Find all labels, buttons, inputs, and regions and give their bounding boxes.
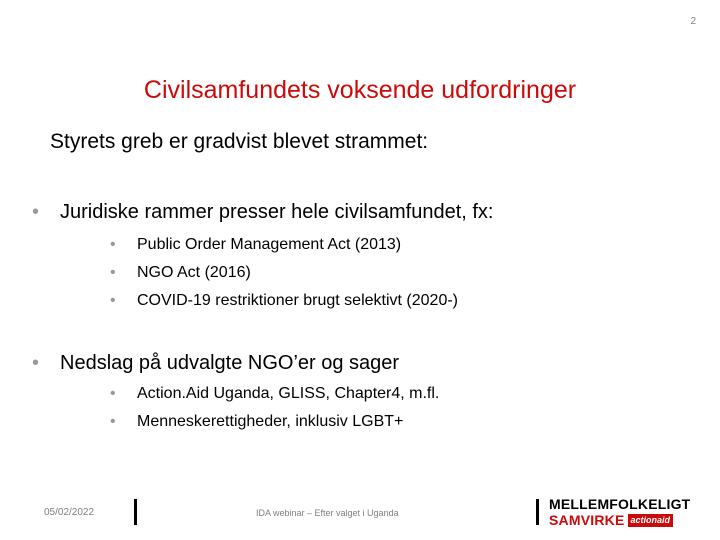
sub-bullet-text: Public Order Management Act (2013) — [137, 236, 402, 253]
bullet-icon: • — [110, 292, 116, 309]
sub-bullet-text: NGO Act (2016) — [137, 264, 251, 281]
logo-divider — [536, 499, 539, 525]
bullet-icon: • — [110, 385, 116, 402]
footer-center-text: IDA webinar – Efter valget i Uganda — [256, 508, 399, 518]
footer-divider — [134, 499, 137, 525]
bullet-icon: • — [32, 201, 40, 223]
bullet-text: Nedslag på udvalgte NGO’er og sager — [60, 352, 400, 374]
bullet-icon: • — [110, 264, 116, 281]
bullet-text: Juridiske rammer presser hele civilsamfundet, fx: — [60, 201, 494, 223]
footer-date: 05/02/2022 — [44, 507, 95, 518]
sub-bullet-public-order — [110, 236, 401, 254]
sub-bullet-covid — [110, 292, 458, 310]
sub-bullet-text: Action.Aid Uganda, GLISS, Chapter4, m.fl. — [137, 385, 440, 402]
slide-title: Civilsamfundets voksende udfordringer — [143, 76, 577, 104]
bullet-juridiske-rammer — [32, 201, 493, 224]
bullet-icon: • — [32, 352, 40, 374]
bullet-icon: • — [110, 236, 116, 253]
bullet-icon: • — [110, 413, 116, 430]
logo-badge: actionaid — [628, 514, 674, 527]
page-number: 2 — [690, 16, 696, 27]
logo-line-1: MELLEMFOLKELIGT — [549, 496, 691, 512]
sub-bullet-text: COVID-19 restriktioner brugt selektivt (2020-) — [137, 292, 458, 309]
ms-actionaid-logo — [549, 497, 690, 527]
bullet-nedslag — [32, 352, 399, 375]
sub-bullet-menneskerettigheder — [110, 413, 403, 431]
sub-bullet-ngo-act — [110, 264, 251, 282]
sub-bullet-actionaid — [110, 385, 439, 403]
logo-line-2: SAMVIRKE — [549, 512, 625, 528]
sub-bullet-text: Menneskerettigheder, inklusiv LGBT+ — [137, 413, 404, 430]
slide-subtitle: Styrets greb er gradvist blevet strammet: — [50, 130, 429, 153]
